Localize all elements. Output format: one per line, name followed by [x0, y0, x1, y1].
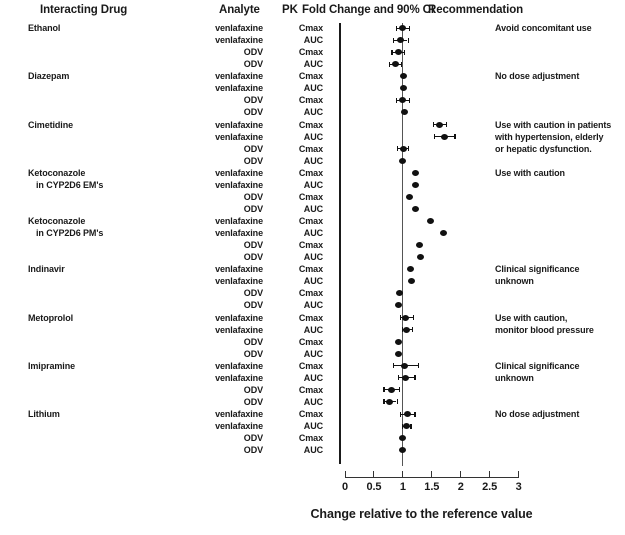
- pk-parameter-label: AUC: [303, 179, 323, 190]
- x-axis-title: Change relative to the reference value: [310, 507, 533, 521]
- drug-label: Imipramine: [28, 360, 76, 371]
- point-estimate-marker: [386, 399, 393, 405]
- x-axis-tick-label: 0.5: [366, 481, 382, 493]
- drug-label: Ethanol: [28, 23, 61, 33]
- analyte-label: venlafaxine: [215, 83, 263, 94]
- point-estimate-marker: [399, 25, 406, 31]
- pk-parameter-label: Cmax: [298, 409, 323, 420]
- pk-parameter-label: AUC: [303, 348, 323, 359]
- analyte-label: venlafaxine: [215, 179, 263, 190]
- x-axis-tick: [373, 471, 374, 478]
- x-axis-tick: [431, 471, 432, 478]
- pk-parameter-label: Cmax: [298, 23, 323, 33]
- ci-whisker-cap-left: [397, 146, 398, 151]
- analyte-label: venlafaxine: [215, 276, 263, 287]
- analyte-label: ODV: [243, 396, 263, 407]
- point-estimate-marker: [403, 327, 410, 333]
- analyte-label: venlafaxine: [215, 409, 263, 420]
- ci-whisker-cap-left: [393, 363, 394, 368]
- point-estimate-marker: [392, 61, 399, 67]
- point-estimate-marker: [395, 351, 402, 357]
- analyte-label: venlafaxine: [215, 119, 263, 130]
- x-axis-tick: [345, 471, 346, 478]
- ci-whisker-cap-right: [410, 424, 411, 429]
- x-axis-tick-label: 2: [457, 481, 464, 493]
- drug-label-line2: in CYP2D6 EM's: [36, 179, 104, 190]
- point-estimate-marker: [416, 242, 423, 248]
- pk-parameter-label: Cmax: [298, 384, 323, 395]
- pk-parameter-label: AUC: [303, 107, 323, 118]
- col-header-interacting-drug: Interacting Drug: [40, 4, 128, 16]
- recommendation-text: Use with caution,: [495, 312, 568, 323]
- pk-parameter-label: AUC: [303, 155, 323, 166]
- pk-parameter-label: Cmax: [298, 71, 323, 82]
- x-axis-tick: [518, 471, 519, 478]
- ci-whisker-cap-right: [399, 387, 400, 392]
- ci-whisker-cap-left: [383, 387, 384, 392]
- pk-parameter-label: Cmax: [298, 167, 323, 178]
- ci-whisker-cap-right: [413, 315, 414, 320]
- col-header-pk: PK: [282, 4, 298, 16]
- ci-whisker-cap-left: [398, 375, 399, 380]
- col-header-recommendation: Recommendation: [428, 4, 524, 16]
- point-estimate-marker: [402, 315, 409, 321]
- recommendation-text: Avoid concomitant use: [495, 23, 592, 33]
- analyte-label: venlafaxine: [215, 421, 263, 432]
- ci-whisker-cap-right: [418, 363, 419, 368]
- pk-parameter-label: Cmax: [298, 216, 323, 226]
- point-estimate-marker: [412, 206, 419, 212]
- analyte-label: venlafaxine: [215, 372, 263, 383]
- analyte-label: venlafaxine: [215, 264, 263, 275]
- x-axis-tick-label: 2.5: [482, 481, 498, 493]
- pk-parameter-label: AUC: [303, 228, 323, 239]
- point-estimate-marker: [440, 230, 447, 236]
- point-estimate-marker: [395, 339, 402, 345]
- drug-label: Diazepam: [28, 71, 70, 82]
- pk-parameter-label: AUC: [303, 324, 323, 335]
- analyte-label: ODV: [243, 59, 263, 70]
- pk-parameter-label: Cmax: [298, 336, 323, 347]
- point-estimate-marker: [427, 218, 434, 224]
- analyte-label: venlafaxine: [215, 71, 263, 82]
- point-estimate-marker: [395, 302, 402, 308]
- analyte-label: venlafaxine: [215, 312, 263, 323]
- point-estimate-marker: [406, 194, 413, 200]
- x-axis-tick-label: 1.5: [424, 481, 440, 493]
- point-estimate-marker: [404, 411, 411, 417]
- drug-label: Ketoconazole: [28, 167, 86, 178]
- ci-whisker-cap-left: [393, 38, 394, 43]
- pk-parameter-label: AUC: [303, 252, 323, 263]
- pk-parameter-label: AUC: [303, 35, 323, 46]
- recommendation-text: unknown: [495, 372, 534, 383]
- recommendation-text: unknown: [495, 276, 534, 287]
- pk-parameter-label: AUC: [303, 131, 323, 142]
- x-axis-tick-label: 1: [399, 481, 406, 493]
- pk-parameter-label: Cmax: [298, 288, 323, 299]
- analyte-label: ODV: [243, 47, 263, 58]
- analyte-label: ODV: [243, 240, 263, 251]
- point-estimate-marker: [436, 122, 443, 128]
- pk-parameter-label: Cmax: [298, 433, 323, 444]
- ci-whisker-cap-left: [389, 62, 390, 67]
- ci-whisker-cap-right: [409, 26, 410, 31]
- pk-parameter-label: AUC: [303, 421, 323, 432]
- point-estimate-marker: [412, 182, 419, 188]
- pk-parameter-label: Cmax: [298, 47, 323, 58]
- ci-whisker-cap-right: [397, 399, 398, 404]
- point-estimate-marker: [402, 375, 409, 381]
- ci-whisker-cap-left: [400, 412, 401, 417]
- point-estimate-marker: [441, 134, 448, 140]
- pk-parameter-label: Cmax: [298, 312, 323, 323]
- analyte-label: ODV: [243, 433, 263, 444]
- pk-parameter-label: AUC: [303, 83, 323, 94]
- point-estimate-marker: [400, 73, 407, 79]
- pk-parameter-label: AUC: [303, 59, 323, 70]
- recommendation-text: with hypertension, elderly: [495, 131, 604, 142]
- x-axis-tick: [460, 471, 461, 478]
- ci-whisker-cap-right: [414, 412, 415, 417]
- col-header-analyte: Analyte: [219, 4, 260, 16]
- ci-whisker-cap-right: [414, 375, 415, 380]
- ci-whisker-cap-right: [401, 62, 402, 67]
- pk-parameter-label: Cmax: [298, 143, 323, 154]
- recommendation-text: Use with caution: [495, 167, 565, 178]
- recommendation-text: No dose adjustment: [495, 71, 580, 82]
- analyte-label: venlafaxine: [215, 35, 263, 46]
- pk-parameter-label: AUC: [303, 203, 323, 214]
- point-estimate-marker: [403, 423, 410, 429]
- pk-parameter-label: AUC: [303, 396, 323, 407]
- ci-whisker-cap-left: [391, 50, 392, 55]
- analyte-label: venlafaxine: [215, 324, 263, 335]
- pk-parameter-label: Cmax: [298, 95, 323, 106]
- col-header-fold-change: Fold Change and 90% CI: [302, 4, 434, 16]
- analyte-label: ODV: [243, 95, 263, 106]
- point-estimate-marker: [401, 363, 408, 369]
- pk-parameter-label: AUC: [303, 276, 323, 287]
- drug-label: Lithium: [28, 409, 60, 420]
- analyte-label: ODV: [243, 143, 263, 154]
- drug-label: Ketoconazole: [28, 216, 86, 226]
- drug-label: Metoprolol: [28, 312, 73, 323]
- point-estimate-marker: [408, 278, 415, 284]
- recommendation-text: No dose adjustment: [495, 409, 580, 420]
- x-axis-tick-label: 0: [341, 481, 349, 493]
- drug-label: Indinavir: [28, 264, 65, 275]
- ci-whisker-cap-right: [409, 98, 410, 103]
- analyte-label: venlafaxine: [215, 216, 263, 226]
- point-estimate-marker: [400, 85, 407, 91]
- ci-whisker-cap-right: [408, 38, 409, 43]
- ci-whisker-cap-right: [412, 327, 413, 332]
- analyte-label: ODV: [243, 288, 263, 299]
- recommendation-text: Clinical significance: [495, 264, 580, 275]
- point-estimate-marker: [395, 49, 402, 55]
- analyte-label: ODV: [243, 252, 263, 263]
- analyte-label: ODV: [243, 300, 263, 311]
- ci-whisker-cap-left: [433, 122, 434, 127]
- x-axis-tick-label: 3: [515, 481, 522, 493]
- analyte-label: ODV: [243, 191, 263, 202]
- ci-whisker-cap-right: [454, 134, 455, 139]
- point-estimate-marker: [399, 447, 406, 453]
- analyte-label: venlafaxine: [215, 360, 263, 371]
- analyte-label: ODV: [243, 203, 263, 214]
- ci-whisker-cap-left: [400, 315, 401, 320]
- ci-whisker-cap-left: [383, 399, 384, 404]
- drug-label: Cimetidine: [28, 119, 74, 130]
- point-estimate-marker: [412, 170, 419, 176]
- drug-label-line2: in CYP2D6 PM's: [36, 228, 104, 239]
- analyte-label: ODV: [243, 336, 263, 347]
- analyte-label: venlafaxine: [215, 131, 263, 142]
- point-estimate-marker: [400, 146, 407, 152]
- pk-parameter-label: Cmax: [298, 360, 323, 371]
- pk-parameter-label: AUC: [303, 300, 323, 311]
- pk-parameter-label: Cmax: [298, 191, 323, 202]
- point-estimate-marker: [399, 158, 406, 164]
- x-axis-tick: [402, 471, 403, 478]
- analyte-label: venlafaxine: [215, 167, 263, 178]
- point-estimate-marker: [417, 254, 424, 260]
- analyte-label: ODV: [243, 384, 263, 395]
- pk-parameter-label: AUC: [303, 372, 323, 383]
- recommendation-text: or hepatic dysfunction.: [495, 143, 592, 154]
- ci-whisker-cap-left: [434, 134, 435, 139]
- ci-whisker-cap-right: [404, 50, 405, 55]
- analyte-label: venlafaxine: [215, 228, 263, 239]
- recommendation-text: monitor blood pressure: [495, 324, 594, 335]
- x-axis-tick: [489, 471, 490, 478]
- pk-parameter-label: Cmax: [298, 240, 323, 251]
- pk-parameter-label: AUC: [303, 445, 323, 456]
- pk-parameter-label: Cmax: [298, 119, 323, 130]
- point-estimate-marker: [407, 266, 414, 272]
- analyte-label: ODV: [243, 155, 263, 166]
- plot-left-border-line: [339, 23, 341, 464]
- ci-whisker-cap-right: [446, 122, 447, 127]
- recommendation-text: Use with caution in patients: [495, 119, 612, 130]
- point-estimate-marker: [388, 387, 395, 393]
- analyte-label: ODV: [243, 445, 263, 456]
- pk-parameter-label: Cmax: [298, 264, 323, 275]
- ci-whisker-cap-left: [396, 26, 397, 31]
- point-estimate-marker: [399, 97, 406, 103]
- analyte-label: ODV: [243, 348, 263, 359]
- analyte-label: ODV: [243, 107, 263, 118]
- point-estimate-marker: [399, 435, 406, 441]
- ci-whisker-cap-right: [408, 146, 409, 151]
- ci-whisker-cap-left: [396, 98, 397, 103]
- recommendation-text: Clinical significance: [495, 360, 580, 371]
- analyte-label: venlafaxine: [215, 23, 263, 33]
